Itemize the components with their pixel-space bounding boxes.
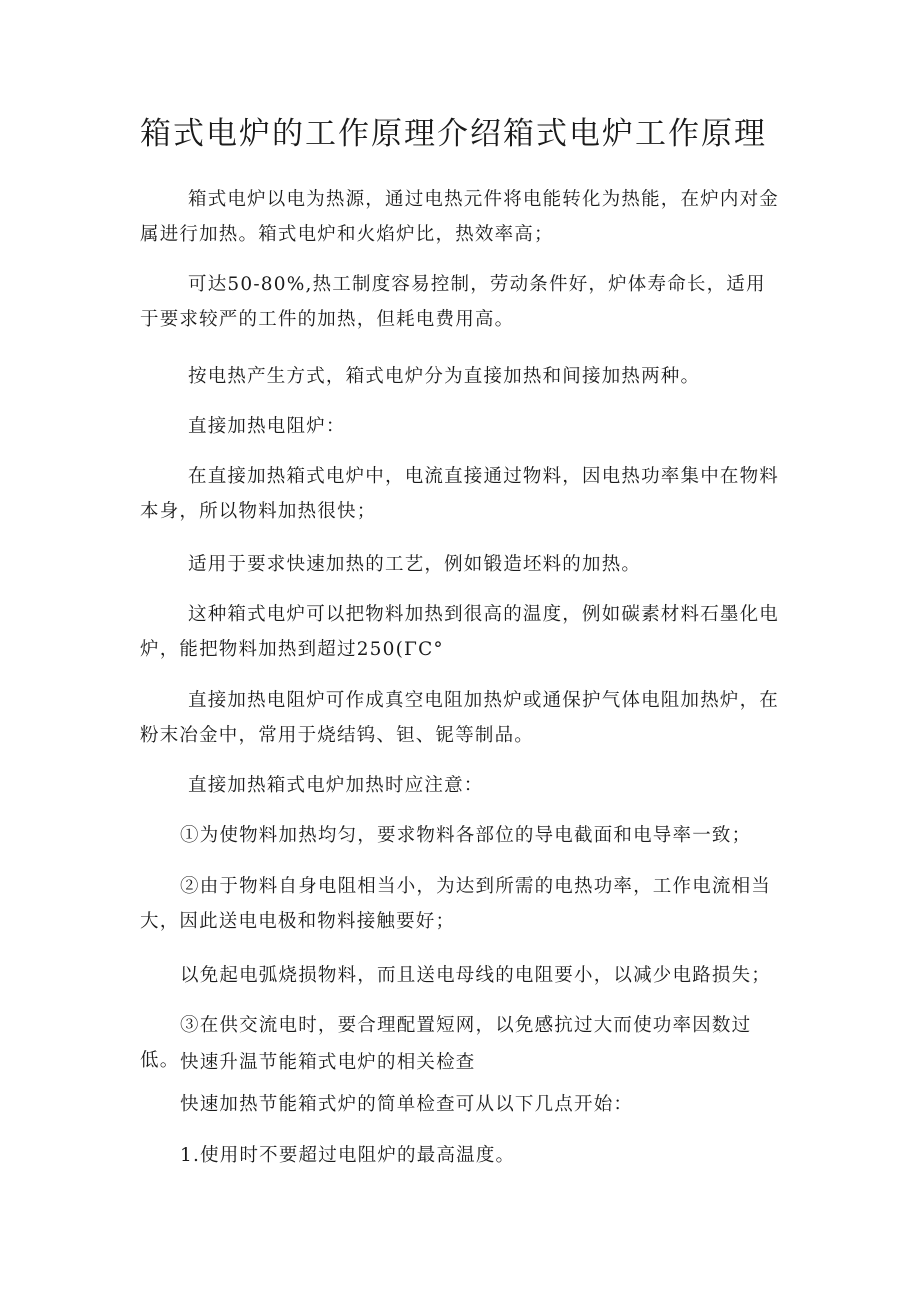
list-item-1: 1.使用时不要超过电阻炉的最高温度。	[180, 1145, 516, 1166]
paragraph-note-1: ①为使物料加热均匀，要求物料各部位的导电截面和电导率一致；	[180, 825, 752, 846]
document-title: 箱式电炉的工作原理介绍箱式电炉工作原理	[140, 116, 767, 152]
paragraph-note-2-cont: 以免起电弧烧损物料，而且送电母线的电阻要小，以减少电路损失；	[180, 965, 772, 986]
paragraph-efficiency: 可达50-80%,热工制度容易控制，劳动条件好，炉体寿命长，适用于要求较严的工件的加热，但耗电费用高。	[140, 274, 766, 330]
paragraph-forging: 适用于要求快速加热的工艺，例如锻造坯料的加热。	[188, 554, 642, 575]
section-heading-checks: 快速升温节能箱式电炉的相关检查	[180, 1052, 476, 1073]
paragraph-note-3: ③在供交流电时，要合理配置短网，以免感抗过大而使功率因数过低。	[140, 1015, 752, 1071]
paragraph-direct-current: 在直接加热箱式电炉中，电流直接通过物料，因电热功率集中在物料本身，所以物料加热很快；	[140, 466, 780, 522]
paragraph-vacuum: 直接加热电阻炉可作成真空电阻加热炉或通保护气体电阻加热炉，在粉末冶金中，常用于烧结钨、钽、铌等制品。	[140, 690, 780, 746]
paragraph-high-temperature: 这种箱式电炉可以把物料加热到很高的温度，例如碳素材料石墨化电炉，能把物料加热到超过250(ΓC°	[140, 604, 780, 660]
paragraph-direct-heading: 直接加热电阻炉：	[188, 416, 346, 437]
paragraph-note-2: ②由于物料自身电阻相当小，为达到所需的电热功率，工作电流相当大，因此送电电极和物料接触要好；	[140, 876, 772, 932]
paragraph-check-intro: 快速加热节能箱式炉的简单检查可从以下几点开始：	[180, 1094, 634, 1115]
paragraph-intro: 箱式电炉以电为热源，通过电热元件将电能转化为热能，在炉内对金属进行加热。箱式电炉和火焰炉比，热效率高；	[140, 189, 780, 245]
paragraph-notes-heading: 直接加热箱式电炉加热时应注意：	[188, 775, 484, 796]
paragraph-heating-types: 按电热产生方式，箱式电炉分为直接加热和间接加热两种。	[188, 366, 701, 387]
